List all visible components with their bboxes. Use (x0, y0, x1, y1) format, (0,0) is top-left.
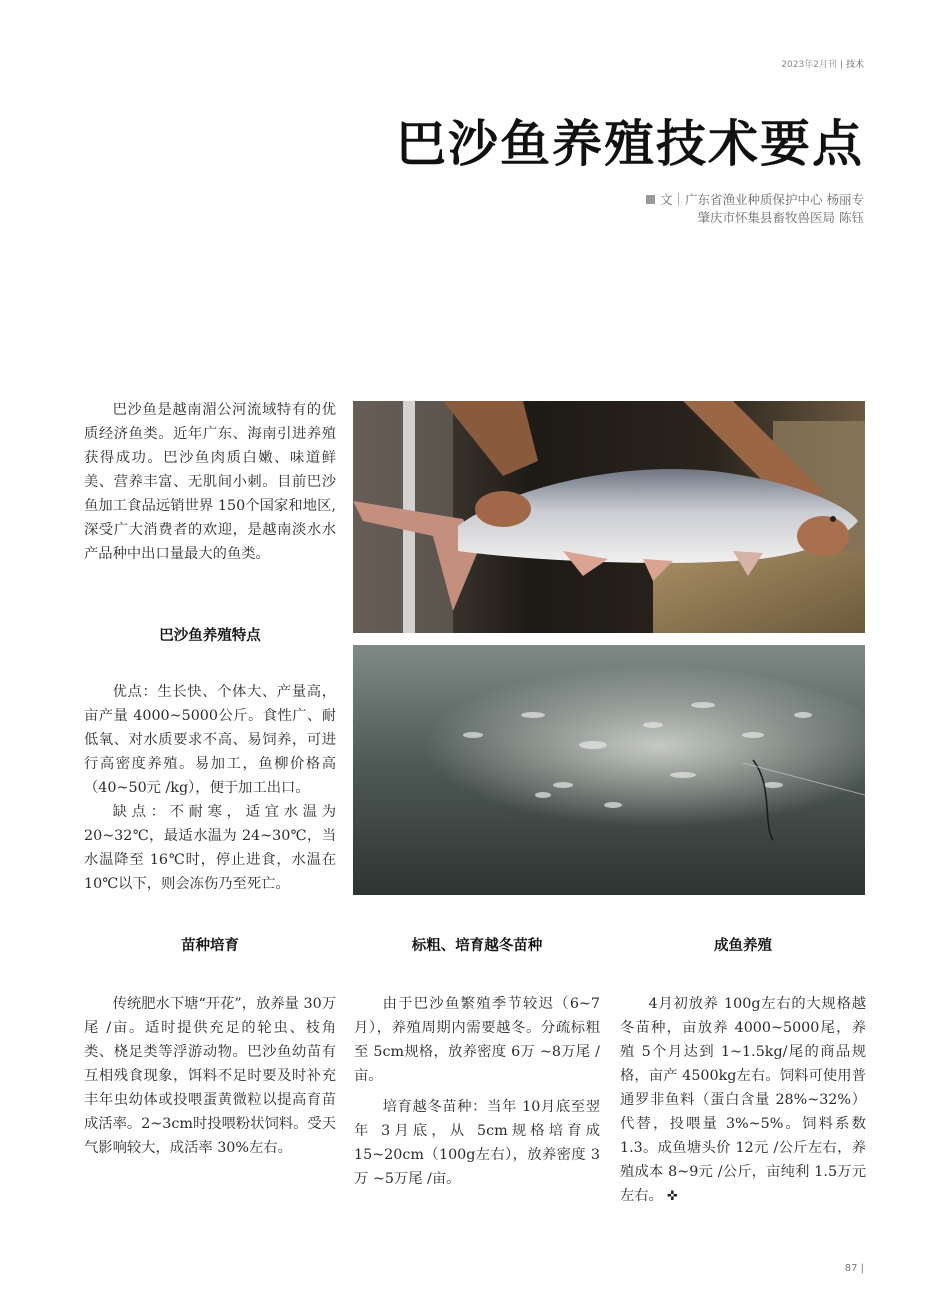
seedling-paragraph: 传统肥水下塘“开花”，放养量 30万尾 /亩。适时提供充足的轮虫、枝角类、桡足类等浮游动物。巴沙鱼幼苗有互相残食现象，饵料不足时要及时补充丰年虫幼体或投喂蛋黄微粒以提高育苗成活率。2~3cm时投喂粉状饲料。受天气影响较大，成活率 30%左右。 (84, 996, 336, 1156)
byline-line-2: 肇庆市怀集县畜牧兽医局 陈钰 (697, 210, 864, 225)
running-header (781, 57, 864, 70)
features-cons-paragraph: 缺点：不耐寒，适宜水温为 20~32℃，最适水温为 24~30℃，当水温降至 16℃时，停止进食，水温在 10℃以下，则会冻伤乃至死亡。 (84, 804, 336, 892)
seedling-heading: 苗种培育 (181, 938, 239, 954)
features-column (84, 680, 336, 896)
features-heading: 巴沙鱼养殖特点 (159, 628, 261, 644)
overwintering-paragraph-1: 由于巴沙鱼繁殖季节较迟（6~7月），养殖周期内需要越冬。分疏标粗至 5cm规格，放养密度 6万 ~8万尾 /亩。 (354, 996, 600, 1084)
page-number: 87 | (844, 1263, 864, 1274)
features-pros-paragraph: 优点：生长快、个体大、产量高，亩产量 4000~5000公斤。食性广、耐低氧、对水质要求不高、易饲养，可进行高密度养殖。易加工，鱼柳价格高（40~50元 /kg），便于加工出口。 (84, 684, 336, 796)
overwintering-paragraph-2: 培育越冬苗种：当年 10月底至翌年 3月底，从 5cm规格培育成 15~20cm（100g左右），放养密度 3万 ~5万尾 /亩。 (354, 1099, 600, 1187)
intro-paragraph: 巴沙鱼是越南湄公河流域特有的优质经济鱼类。近年广东、海南引进养殖获得成功。巴沙鱼肉质白嫩、味道鲜美、营养丰富、无肌间小刺。目前巴沙鱼加工食品远销世界 150个国家和地区,深受广大消费者的欢迎，是越南淡水水产品种中出口量最大的鱼类。 (84, 402, 336, 562)
byline-line-1: 文｜广东省渔业种质保护中心 杨丽专 (660, 192, 864, 207)
adult-fish-text: 4月初放养 100g左右的大规格越冬苗种，亩放养 4000~5000尾，养殖 5个月达到 1~1.5kg/尾的商品规格，亩产 4500kg左右。饲料可使用普通罗非鱼料（蛋白含量 28%~32%）代替，投喂量 3%~5%。饲料系数 1.3。成鱼塘头价 12元 /公斤左右，养殖成本 8~9元 /公斤，亩纯利 1.5万元左右。 (620, 996, 866, 1204)
header-separator: | (839, 60, 843, 70)
overwintering-heading: 标粗、培育越冬苗种 (411, 938, 543, 954)
overwintering-column (354, 992, 600, 1191)
adult-fish-heading: 成鱼养殖 (714, 938, 772, 954)
section-label: 技术 (845, 60, 864, 70)
adult-fish-column (620, 992, 866, 1209)
byline (646, 191, 864, 227)
seedling-column (84, 992, 336, 1160)
adult-fish-paragraph (620, 992, 866, 1209)
fish-photo (353, 401, 865, 633)
pond-photo (353, 645, 865, 895)
end-mark-icon: ✜ (666, 1189, 678, 1204)
article-title: 巴沙鱼养殖技术要点 (396, 115, 864, 173)
byline-square-icon (646, 195, 655, 204)
issue-date: 2023年2月刊 (781, 60, 837, 70)
intro-column (84, 398, 336, 566)
